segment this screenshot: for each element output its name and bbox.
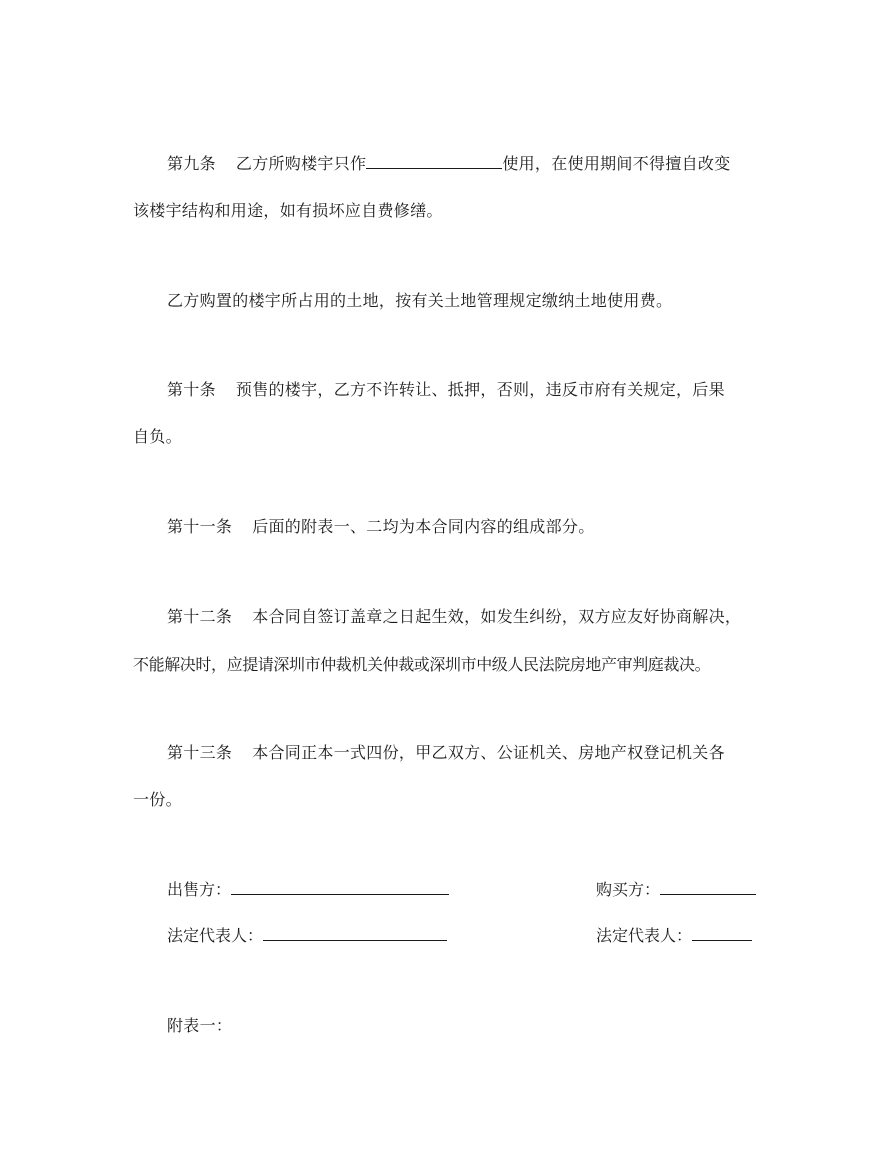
buyer-rep-label: 法定代表人： <box>596 926 693 945</box>
article-9-line-1 <box>167 154 731 174</box>
article-13-number: 第十三条 <box>167 743 233 762</box>
buyer-rep-blank[interactable] <box>692 926 752 941</box>
seller-rep-blank[interactable] <box>263 926 447 941</box>
article-10-line-1 <box>167 380 725 400</box>
article-9-text-a: 乙方所购楼宇只作 <box>235 154 367 173</box>
article-11-line-1 <box>167 517 595 537</box>
buyer-row <box>596 880 756 900</box>
buyer-label: 购买方： <box>596 880 661 899</box>
seller-row <box>167 880 449 900</box>
article-12-line-2: 不能解决时，应提请深圳市仲裁机关仲裁或深圳市中级人民法院房地产审判庭裁决。 <box>133 655 711 674</box>
article-13-line-1 <box>167 743 725 763</box>
article-12-text: 本合同自签订盖章之日起生效，如发生纠纷，双方应友好协商解决， <box>252 607 742 626</box>
article-10-number: 第十条 <box>167 380 216 399</box>
seller-blank[interactable] <box>231 880 449 895</box>
seller-label: 出售方： <box>167 880 232 899</box>
article-9-text-b: 使用，在使用期间不得擅自改变 <box>502 154 731 173</box>
article-10-line-2: 自负。 <box>133 427 182 446</box>
seller-rep-label: 法定代表人： <box>167 926 264 945</box>
article-12-line-1 <box>167 607 741 627</box>
article-9-line-2: 该楼宇结构和用途，如有损坏应自费修缮。 <box>133 201 443 220</box>
article-9-number: 第九条 <box>167 154 216 173</box>
article-12-number: 第十二条 <box>167 607 233 626</box>
buyer-blank[interactable] <box>660 880 756 895</box>
article-11-text: 后面的附表一、二均为本合同内容的组成部分。 <box>252 517 595 536</box>
seller-rep-row <box>167 926 447 946</box>
article-10-text: 预售的楼宇，乙方不许转让、抵押，否则，违反市府有关规定，后果 <box>235 380 725 399</box>
article-11-number: 第十一条 <box>167 517 233 536</box>
buyer-rep-row <box>596 926 752 946</box>
appendix-label: 附表一： <box>167 1016 233 1035</box>
article-13-line-2: 一份。 <box>133 790 182 809</box>
article-13-text: 本合同正本一式四份，甲乙双方、公证机关、房地产权登记机关各 <box>252 743 725 762</box>
article-9-paragraph-2: 乙方购置的楼宇所占用的土地，按有关土地管理规定缴纳土地使用费。 <box>167 291 673 310</box>
usage-blank[interactable] <box>366 154 502 169</box>
